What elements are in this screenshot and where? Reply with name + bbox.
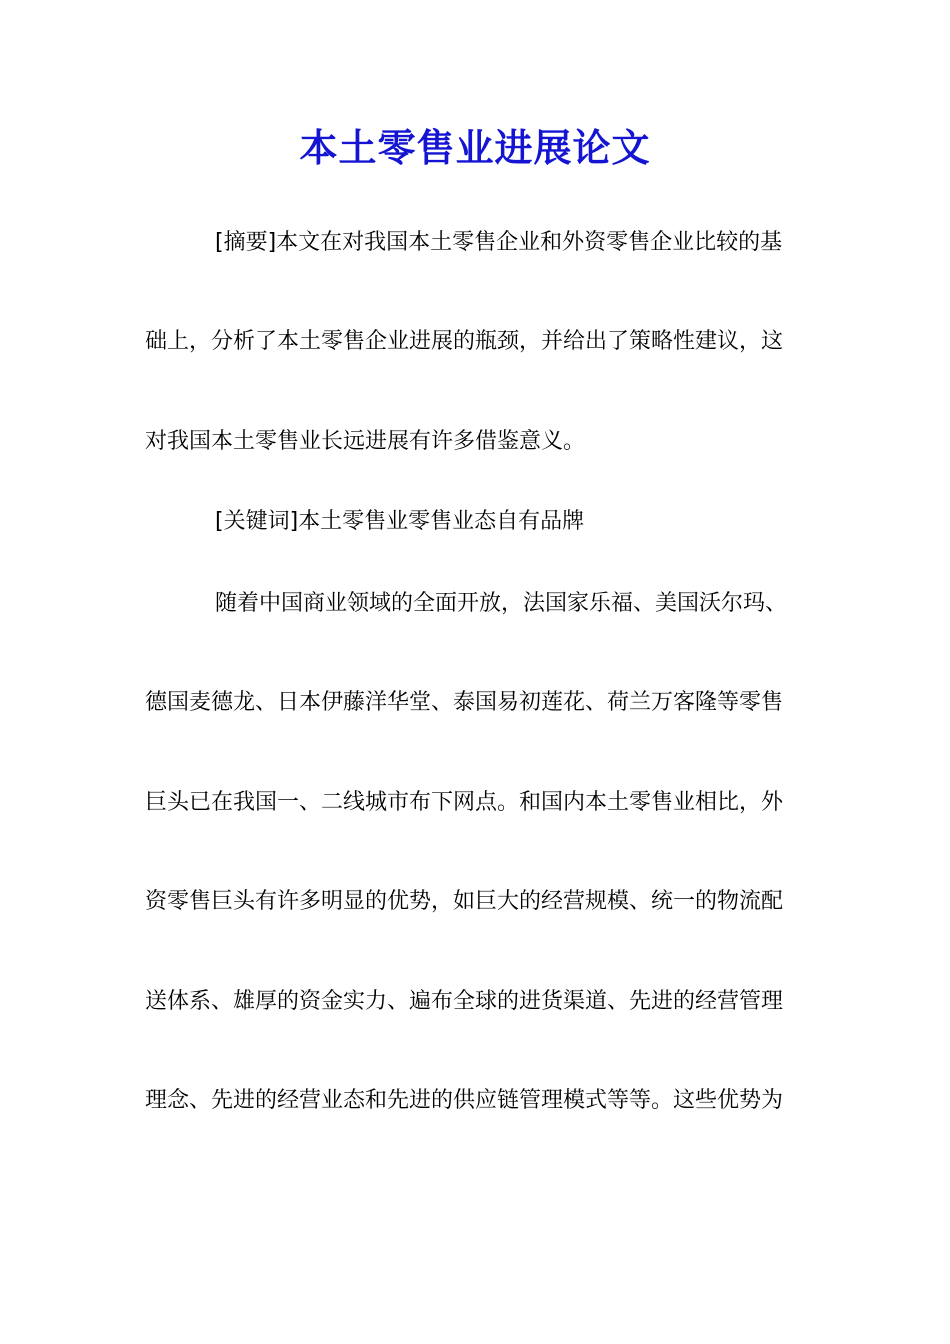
body-line-2: 德国麦德龙、日本伊藤洋华堂、泰国易初莲花、荷兰万客隆等零售 — [145, 690, 784, 715]
abstract-line-3: 对我国本土零售业长远进展有许多借鉴意义。 — [145, 429, 586, 454]
body-line-4: 资零售巨头有许多明显的优势，如巨大的经营规模、统一的物流配 — [145, 889, 784, 914]
body-line-5: 送体系、雄厚的资金实力、遍布全球的进货渠道、先进的经营管理 — [145, 989, 784, 1014]
keywords-line: [关键词]本土零售业零售业态自有品牌 — [215, 509, 585, 534]
abstract-line-1: [摘要]本文在对我国本土零售企业和外资零售企业比较的基 — [215, 230, 783, 255]
body-line-1: 随着中国商业领域的全面开放，法国家乐福、美国沃尔玛、 — [215, 591, 788, 616]
body-line-6: 理念、先进的经营业态和先进的供应链管理模式等等。这些优势为 — [145, 1088, 784, 1113]
abstract-line-2: 础上，分析了本土零售企业进展的瓶颈，并给出了策略性建议，这 — [145, 329, 784, 354]
body-line-3: 巨头已在我国一、二线城市布下网点。和国内本土零售业相比，外 — [145, 790, 784, 815]
document-title: 本土零售业进展论文 — [299, 125, 651, 170]
